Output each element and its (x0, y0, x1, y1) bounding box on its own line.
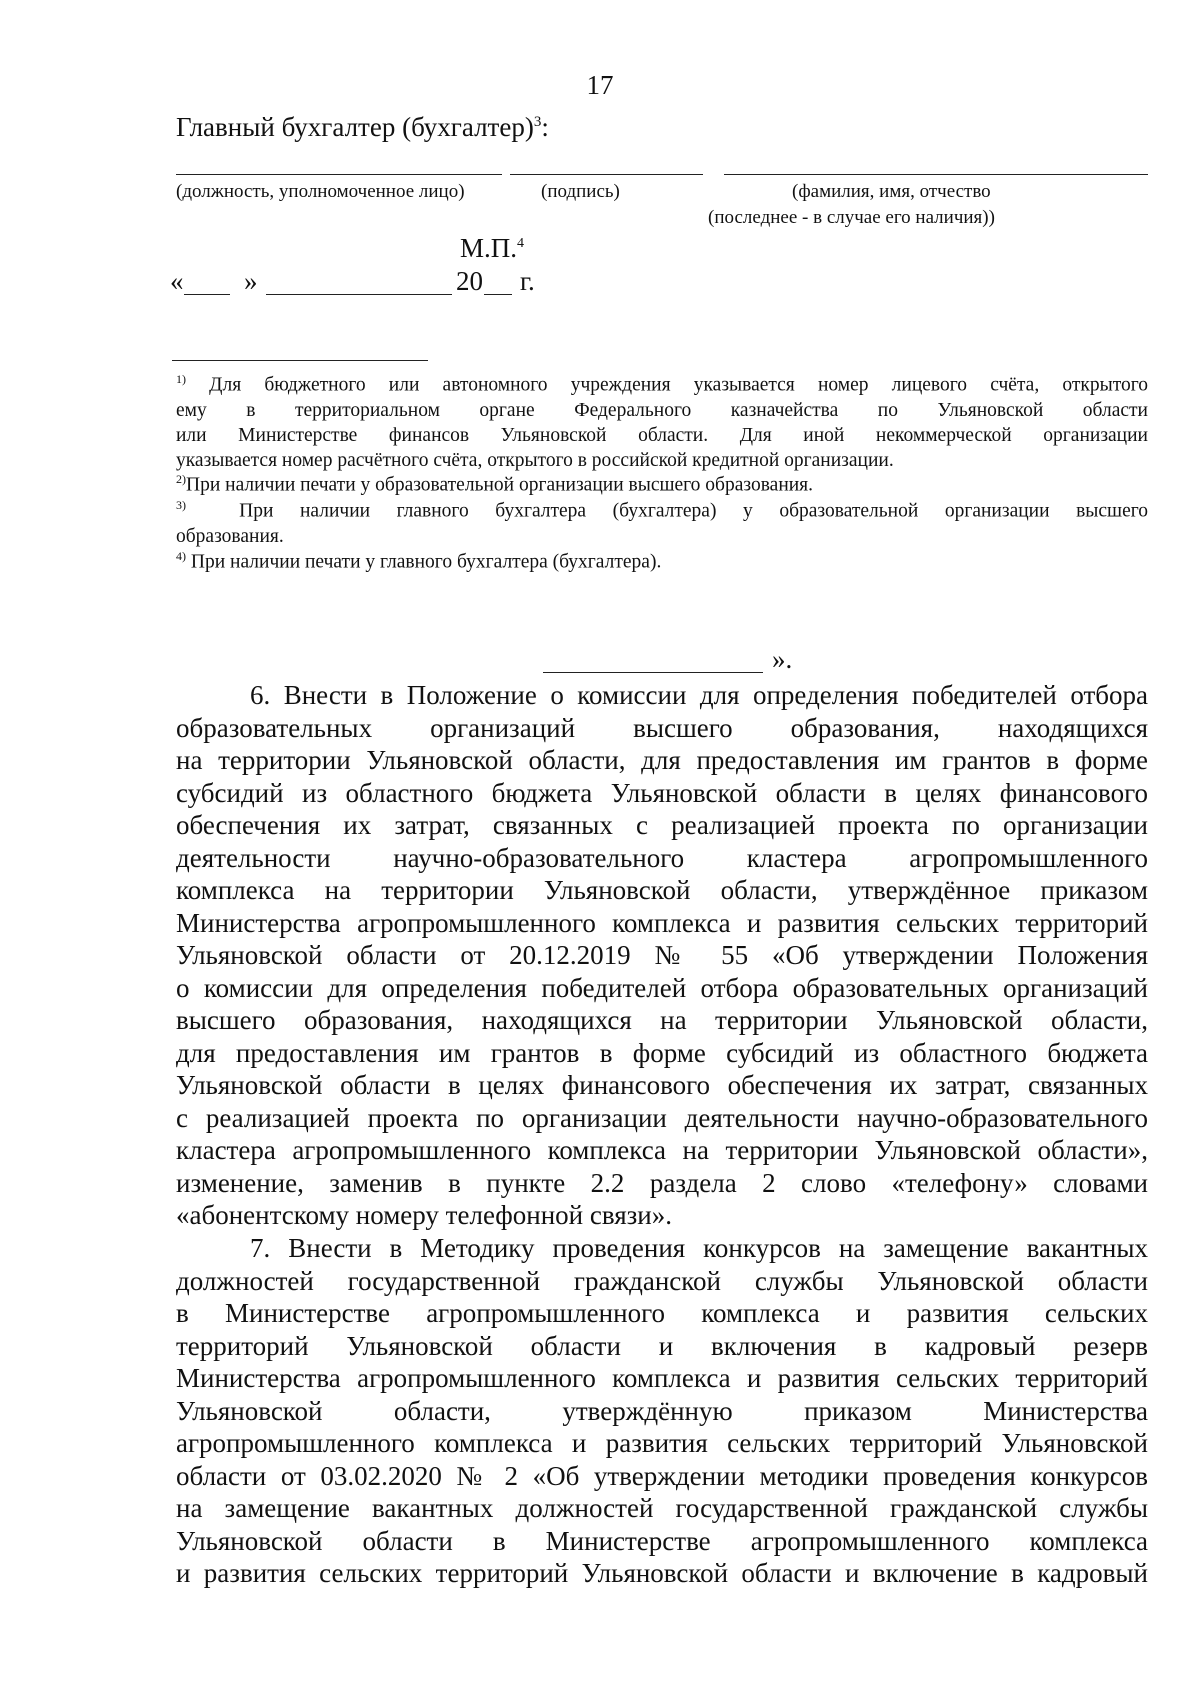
closing-mark: ». (772, 644, 793, 674)
caption-signature: (подпись) (541, 181, 620, 202)
caption-name-1: (фамилия, имя, отчество (792, 181, 991, 202)
caption-position: (должность, уполномоченное лицо) (176, 181, 465, 202)
paragraph-7-line: Ульяновской области, утверждённую приказом Министерства (176, 1395, 1148, 1426)
paragraph-7-line: в Министерстве агропромышленного комплекса и развития сельских (176, 1298, 1148, 1328)
heading-footnote-ref: 3 (533, 114, 542, 130)
paragraph-7-line: территорий Ульяновской области и включения в кадровый резерв (176, 1330, 1148, 1361)
paragraph-7-line: Ульяновской области в Министерстве агропромышленного комплекса (176, 1525, 1148, 1556)
paragraph-7-line: области от 03.02.2020 № 2 «Об утверждении методики проведения конкурсов (176, 1460, 1148, 1491)
paragraph-6-line: для предоставления им грантов в форме субсидий из областного бюджета (176, 1037, 1148, 1068)
paragraph-6-line: Министерства агропромышленного комплекса и развития сельских территорий (176, 907, 1148, 938)
footnote-4-mark: 4) (176, 549, 186, 563)
page-number: 17 (586, 70, 614, 100)
date-field (170, 266, 570, 300)
footnote-separator (172, 360, 428, 361)
year-blank (484, 294, 512, 295)
stamp-place (460, 233, 524, 264)
heading-colon: : (541, 112, 549, 142)
footnote-2-text: При наличии печати у образовательной организации высшего образования. (186, 474, 814, 496)
paragraph-6-line: комплекса на территории Ульяновской области, утверждённое приказом (176, 875, 1148, 905)
paragraph-6-line: обеспечения их затрат, связанных с реализацией проекта по организации (176, 810, 1148, 840)
paragraph-6-line: кластера агропромышленного комплекса на территории Ульяновской области», (176, 1135, 1148, 1165)
chief-accountant-label: Главный бухгалтер (бухгалтер) (176, 112, 534, 142)
paragraph-6-line: субсидий из областного бюджета Ульяновской области в целях финансового (176, 777, 1148, 808)
footnote-3-mark: 3) (176, 498, 186, 512)
date-close-quote: » (244, 266, 258, 296)
paragraph-6-line: на территории Ульяновской области, для предоставления им грантов в форме (176, 745, 1148, 775)
paragraph-6-line: о комиссии для определения победителей отбора образовательных организаций (176, 972, 1148, 1003)
paragraph-6-line: образовательных организаций высшего образования, находящихся (176, 712, 1148, 743)
signature-line (510, 174, 703, 175)
footnote-1-line: или Министерстве финансов Ульяновской области. Для иной некоммерческой организации (176, 424, 1148, 446)
chief-accountant-heading (176, 112, 549, 143)
date-open-quote: « (170, 266, 184, 296)
paragraph-6-line: деятельности научно-образовательного кластера агропромышленного (176, 842, 1148, 873)
paragraph-6-line: Ульяновской области от 20.12.2019 № 55 «Об утверждении Положения (176, 940, 1148, 970)
paragraph-6-line: Ульяновской области в целях финансового обеспечения их затрат, связанных (176, 1070, 1148, 1100)
footnote-3-line: образования. (176, 525, 284, 547)
paragraph-6-line: 6. Внести в Положение о комиссии для определения победителей отбора (250, 680, 1148, 710)
footnote-1-line: ему в территориальном органе Федерального казначейства по Ульяновской области (176, 399, 1148, 421)
paragraph-7-line: и развития сельских территорий Ульяновской области и включение в кадровый (176, 1558, 1148, 1588)
paragraph-6 (176, 679, 1148, 1232)
caption-name-2: (последнее - в случае его наличия)) (708, 207, 995, 228)
footnote-1-line: указывается номер расчётного счёта, открытого в российской кредитной организации. (176, 449, 894, 471)
paragraph-6-line: изменение, заменив в пункте 2.2 раздела 2 слово «телефону» словами (176, 1167, 1148, 1198)
position-line (176, 174, 502, 175)
year-prefix: 20 (456, 266, 483, 296)
footnote-1 (176, 367, 1148, 473)
year-suffix: г. (520, 266, 535, 296)
closing-blank-line (543, 672, 763, 673)
footnote-2-mark: 2) (176, 472, 186, 486)
paragraph-7 (176, 1232, 1148, 1590)
paragraph-7-line: Министерства агропромышленного комплекса и развития сельских территорий (176, 1363, 1148, 1393)
footnote-1-line (176, 367, 1148, 398)
paragraph-6-line: «абонентскому номеру телефонной связи». (176, 1200, 673, 1230)
month-blank (266, 294, 452, 295)
name-line (724, 174, 1148, 175)
paragraph-6-line: высшего образования, находящихся на территории Ульяновской области, (176, 1005, 1148, 1035)
stamp-label: М.П. (460, 233, 518, 263)
stamp-footnote-ref: 4 (517, 236, 525, 251)
paragraph-7-line: 7. Внести в Методику проведения конкурсов на замещение вакантных (250, 1233, 1148, 1263)
day-blank (184, 294, 230, 295)
footnote-1-text: Для бюджетного или автономного учреждения указывается номер лицевого счёта, открытого (209, 374, 1148, 396)
paragraph-7-line: на замещение вакантных должностей государственной гражданской службы (176, 1493, 1148, 1523)
footnote-4 (176, 544, 1148, 575)
footnote-1-mark: 1) (176, 372, 186, 386)
paragraph-6-line: с реализацией проекта по организации деятельности научно-образовательного (176, 1102, 1148, 1133)
paragraph-7-line: агропромышленного комплекса и развития сельских территорий Ульяновской (176, 1428, 1148, 1458)
paragraph-7-line: должностей государственной гражданской службы Ульяновской области (176, 1265, 1148, 1296)
footnote-3 (176, 493, 1148, 549)
footnote-4-text: При наличии печати у главного бухгалтера (бухгалтера). (190, 551, 662, 573)
footnote-3-text: При наличии главного бухгалтера (бухгалтера) у образовательной организации высшего (239, 500, 1148, 522)
